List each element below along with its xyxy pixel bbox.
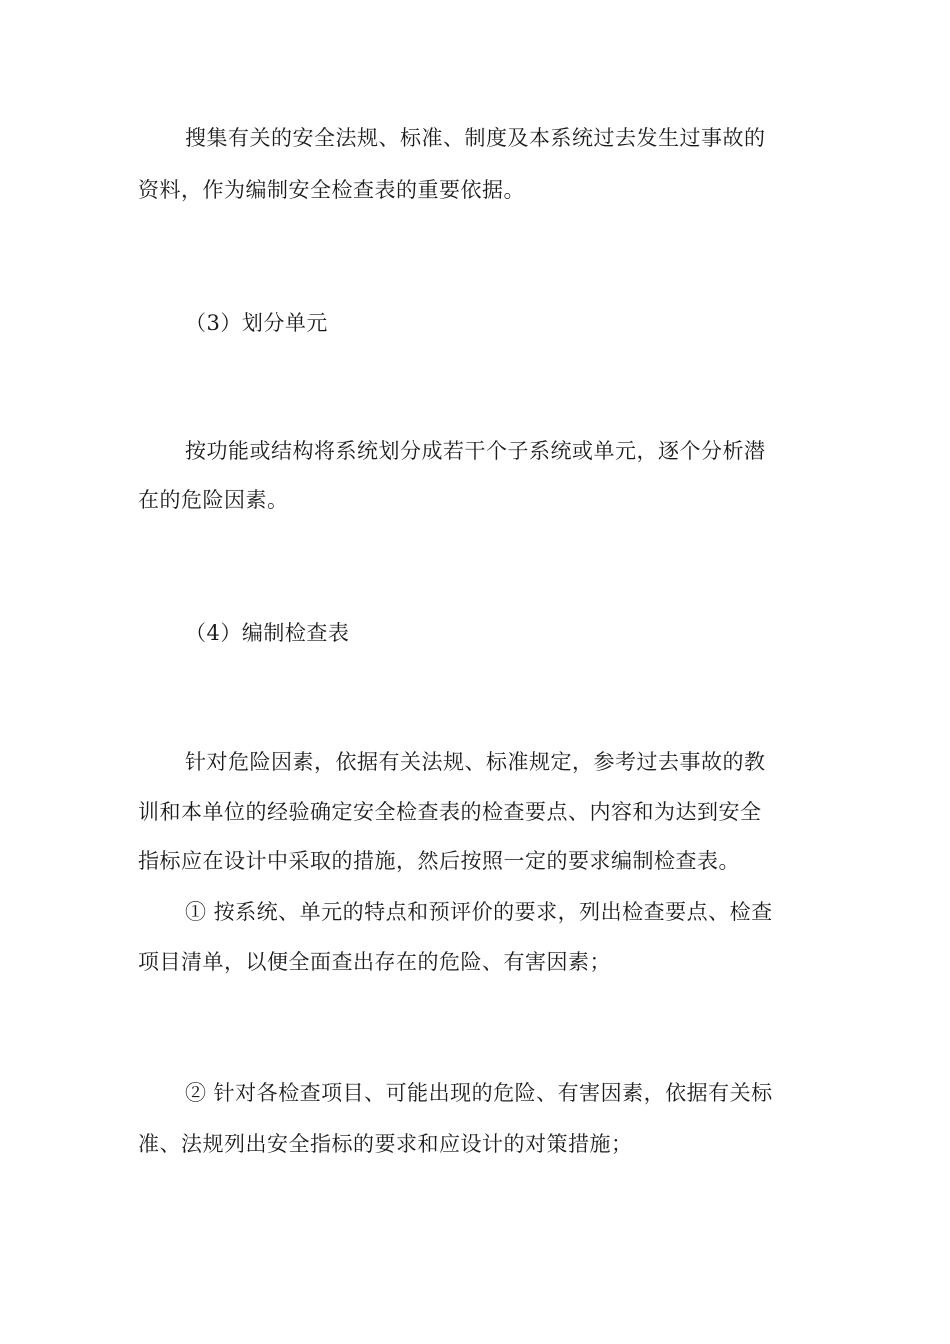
- paragraph-line: 按功能或结构将系统划分成若干个子系统或单元，逐个分析潜: [185, 439, 766, 463]
- list-item-line: ② 针对各检查项目、可能出现的危险、有害因素，依据有关标: [185, 1081, 773, 1105]
- section-heading: （4）编制检查表: [185, 621, 350, 645]
- paragraph-line: 训和本单位的经验确定安全检查表的检查要点、内容和为达到安全: [138, 800, 762, 824]
- paragraph-line: 资料，作为编制安全检查表的重要依据。: [138, 178, 525, 202]
- list-item-line: 准、法规列出安全指标的要求和应设计的对策措施；: [138, 1132, 633, 1156]
- paragraph-line: 搜集有关的安全法规、标准、制度及本系统过去发生过事故的: [185, 126, 766, 150]
- list-item-line: ① 按系统、单元的特点和预评价的要求，列出检查要点、检查: [185, 900, 773, 924]
- paragraph-line: 针对危险因素，依据有关法规、标准规定，参考过去事故的教: [185, 750, 766, 774]
- paragraph-line: 在的危险因素。: [138, 488, 289, 512]
- paragraph-line: 指标应在设计中采取的措施，然后按照一定的要求编制检查表。: [138, 849, 740, 873]
- list-item-line: 项目清单，以便全面查出存在的危险、有害因素；: [138, 950, 611, 974]
- section-heading: （3）划分单元: [185, 311, 328, 335]
